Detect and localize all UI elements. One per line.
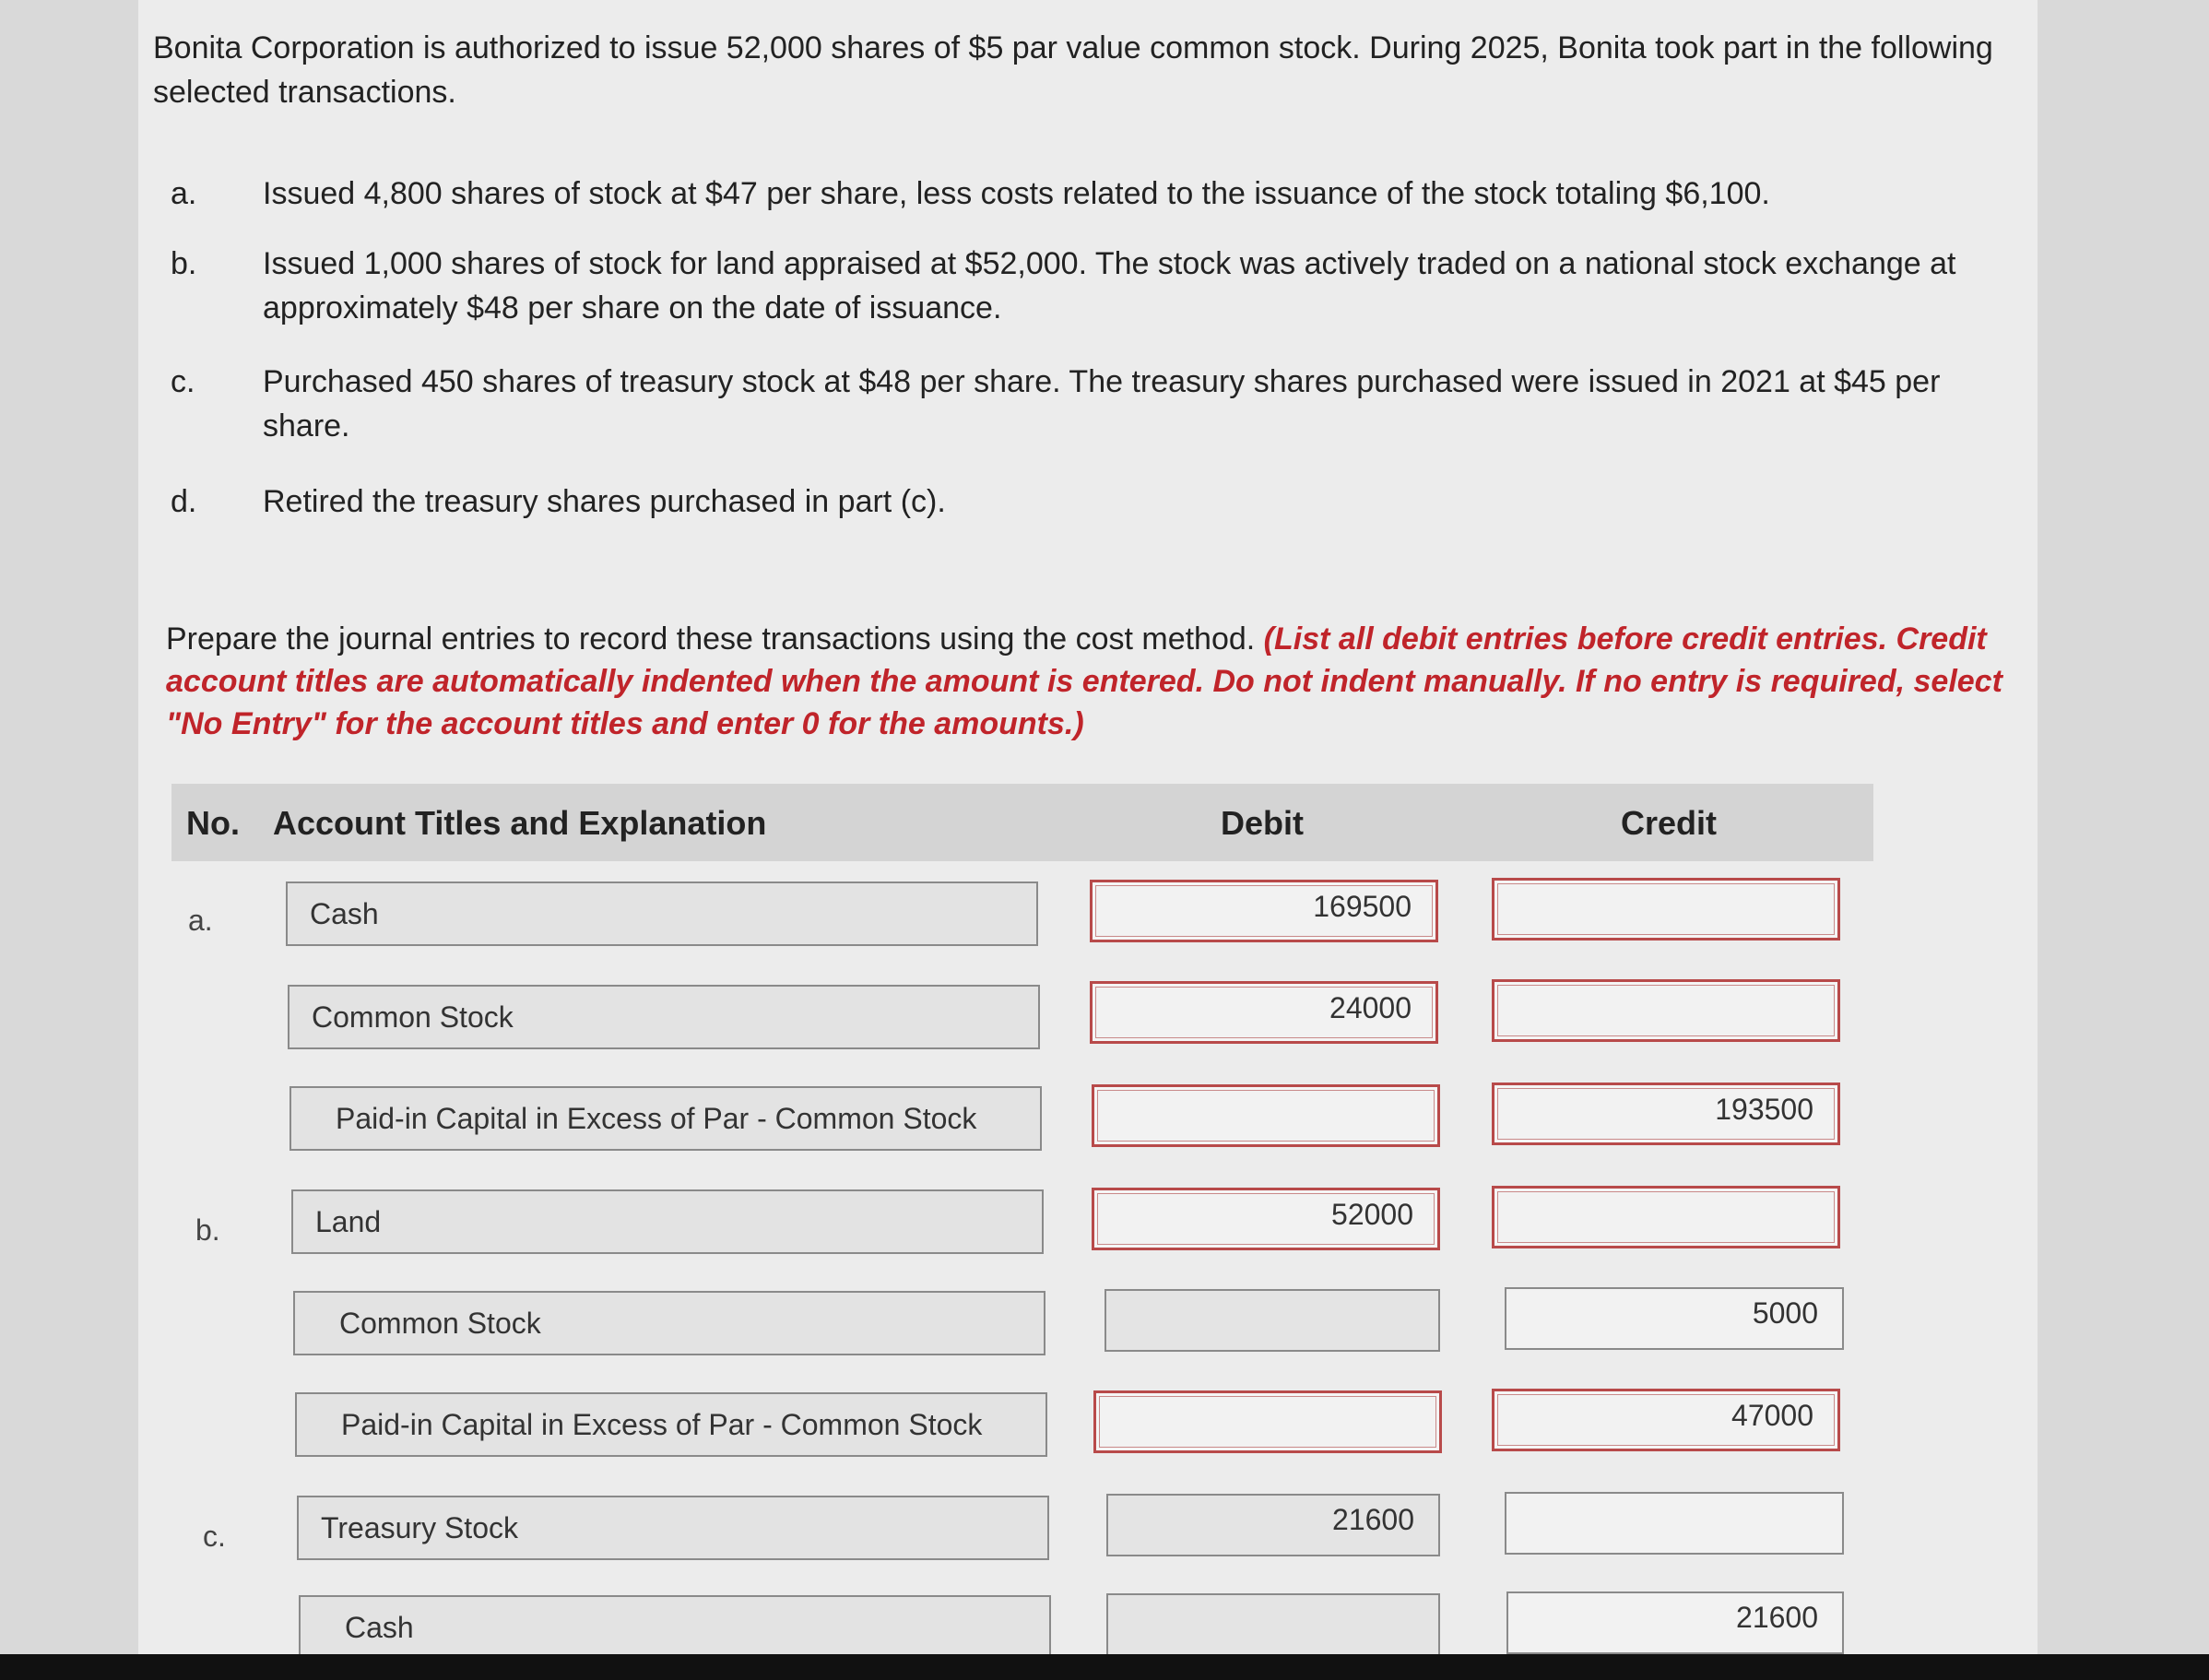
- credit-field[interactable]: 5000: [1505, 1287, 1844, 1350]
- debit-field[interactable]: 52000: [1092, 1188, 1440, 1250]
- debit-field[interactable]: [1093, 1390, 1442, 1453]
- transaction-c: [171, 360, 1996, 448]
- transaction-b: [171, 242, 1996, 330]
- problem-intro: Bonita Corporation is authorized to issue 52,000 shares of $5 par value common stock. During 2025, Bonita took part in the following selected transactions.: [153, 30, 1993, 110]
- header-no: No.: [186, 804, 240, 842]
- transaction-a: [171, 172, 1996, 216]
- debit-field[interactable]: [1092, 1084, 1440, 1147]
- debit-field[interactable]: 24000: [1090, 981, 1438, 1044]
- transaction-letter: b.: [171, 246, 197, 281]
- debit-field[interactable]: 21600: [1106, 1494, 1440, 1556]
- account-title-field[interactable]: Common Stock: [293, 1291, 1045, 1355]
- account-title-field[interactable]: Common Stock: [288, 985, 1040, 1049]
- debit-field[interactable]: 169500: [1090, 880, 1438, 942]
- screen-bottom-edge: [0, 1654, 2209, 1680]
- header-account: Account Titles and Explanation: [273, 804, 767, 842]
- entry-label-a: a.: [188, 904, 213, 937]
- header-credit: Credit: [1621, 804, 1718, 842]
- account-title-field[interactable]: Paid-in Capital in Excess of Par - Common Stock: [295, 1392, 1047, 1457]
- account-title-field[interactable]: Cash: [299, 1595, 1051, 1660]
- instructions-note: (List all debit entries before credit entries. Credit account titles are automatically indented when the amount is entered. Do not indent manually. If no entry is required, select "No Entry" for the account titles and enter 0 for the amounts.): [166, 621, 2002, 741]
- transaction-text: Issued 1,000 shares of stock for land appraised at $52,000. The stock was actively traded on a national stock exchange at approximately $48 per share on the date of issuance.: [263, 246, 1956, 325]
- debit-field[interactable]: [1106, 1593, 1440, 1656]
- credit-field[interactable]: 193500: [1492, 1083, 1840, 1145]
- credit-field[interactable]: [1492, 979, 1840, 1042]
- transaction-d: [171, 479, 1996, 524]
- account-title-field[interactable]: Paid-in Capital in Excess of Par - Common Stock: [289, 1086, 1042, 1151]
- transaction-letter: c.: [171, 364, 195, 399]
- account-title-field[interactable]: Cash: [286, 881, 1038, 946]
- credit-field[interactable]: [1492, 1186, 1840, 1248]
- credit-field[interactable]: [1492, 878, 1840, 941]
- instructions-text: Prepare the journal entries to record these transactions using the cost method.: [166, 621, 1264, 657]
- debit-field[interactable]: [1104, 1289, 1440, 1352]
- credit-field[interactable]: [1505, 1492, 1844, 1555]
- credit-field[interactable]: 21600: [1506, 1591, 1844, 1654]
- instructions: [166, 618, 2010, 745]
- transaction-letter: d.: [171, 484, 197, 519]
- header-debit: Debit: [1221, 804, 1304, 842]
- transaction-text: Issued 4,800 shares of stock at $47 per share, less costs related to the issuance of the stock totaling $6,100.: [263, 176, 1770, 211]
- entry-label-c: c.: [203, 1520, 226, 1553]
- account-title-field[interactable]: Land: [291, 1189, 1044, 1254]
- transaction-letter: a.: [171, 176, 197, 211]
- entry-label-b: b.: [195, 1213, 220, 1247]
- transaction-text: Retired the treasury shares purchased in part (c).: [263, 484, 946, 519]
- journal-table-header: [171, 784, 1873, 861]
- credit-field[interactable]: 47000: [1492, 1389, 1840, 1451]
- transaction-text: Purchased 450 shares of treasury stock at $48 per share. The treasury shares purchased were issued in 2021 at $45 per share.: [263, 364, 1941, 444]
- account-title-field[interactable]: Treasury Stock: [297, 1496, 1049, 1560]
